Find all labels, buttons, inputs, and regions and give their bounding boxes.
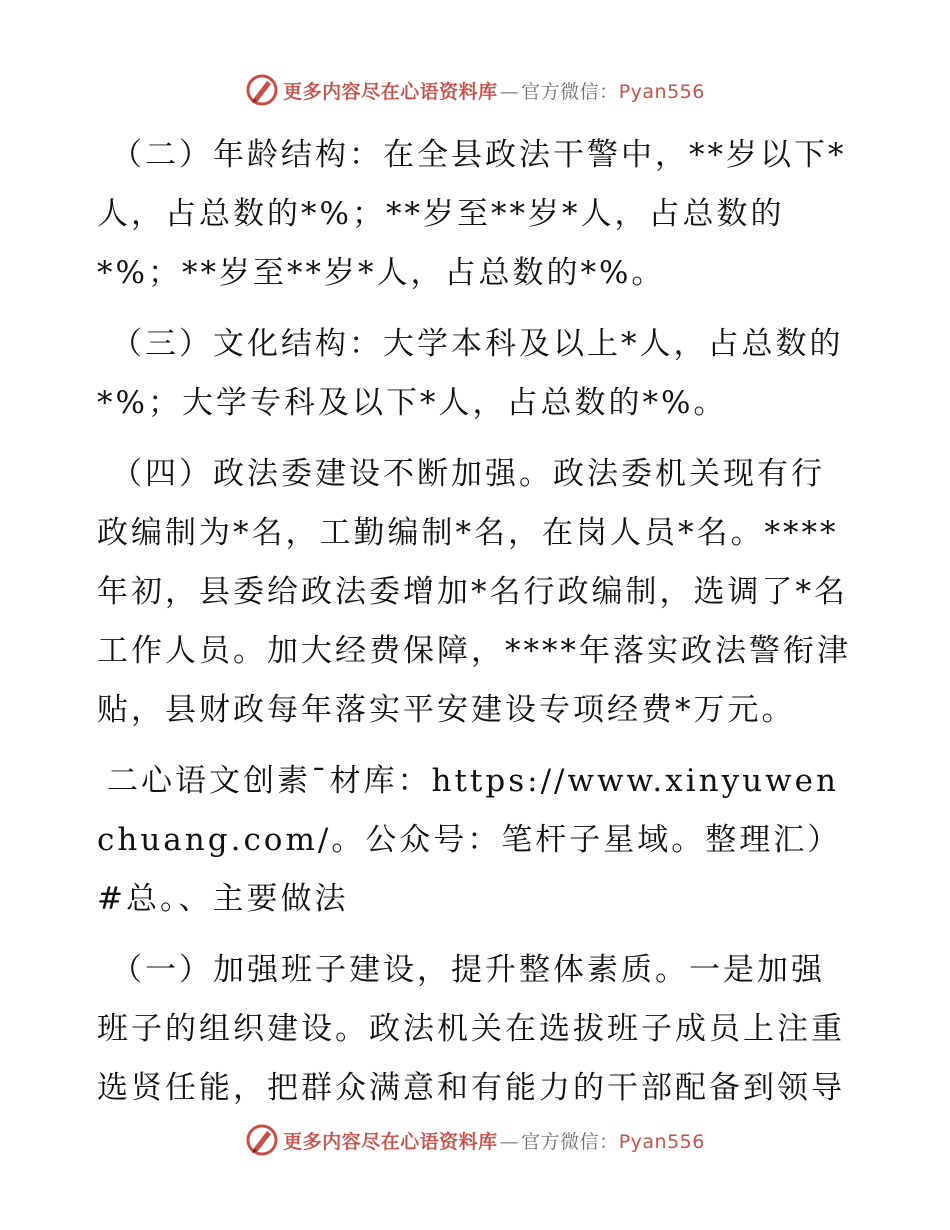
watermark-brand: 更多内容尽在心语资料库 xyxy=(283,1130,498,1153)
pen-logo-icon xyxy=(245,1123,279,1157)
footer-watermark xyxy=(0,1120,950,1160)
paragraph-committee-building: （四）政法委建设不断加强。政法委机关现有行政编制为*名，工勤编制*名，在岗人员*名。****年初，县委给政法委增加*名行政编制，选调了*名工作人员。加大经费保障，****年落实政法警衔津贴，县财政每年落实平安建设专项经费*万元。 xyxy=(97,456,851,728)
paragraph-education-structure: （三）文化结构：大学本科及以上*人，占总数的*%；大学专科及以下*人，占总数的*%。 xyxy=(97,326,844,421)
watermark-brand: 更多内容尽在心语资料库 xyxy=(283,80,498,103)
watermark-label: 官方微信： xyxy=(521,1130,619,1153)
document-body xyxy=(97,126,857,1118)
watermark-text xyxy=(283,1127,705,1154)
watermark-wechat-id: Pyan556 xyxy=(618,1130,705,1153)
watermark-text xyxy=(283,77,705,104)
paragraph-team-building: （一）加强班子建设，提升整体素质。一是加强班子的组织建设。政法机关在选拔班子成员上注重选贤任能，把群众满意和有能力的干部配备到领导 xyxy=(97,952,845,1106)
watermark-dash: — xyxy=(499,1130,520,1153)
watermark-dash: — xyxy=(499,80,520,103)
paragraph-age-structure: （二）年龄结构：在全县政法干警中，**岁以下*人，占总数的*%；**岁至**岁*人，占总数的*%；**岁至**岁*人，占总数的*%。 xyxy=(97,137,847,291)
watermark-label: 官方微信： xyxy=(521,80,619,103)
watermark-wechat-id: Pyan556 xyxy=(618,80,705,103)
pen-logo-icon xyxy=(245,73,279,107)
paragraph-source-note: 二心语文创素¯材库：https://www.xinyuwenchuang.com/。公众号：笔杆子星域。整理汇）#总。、主要做法 xyxy=(97,763,842,917)
header-watermark xyxy=(0,70,950,110)
